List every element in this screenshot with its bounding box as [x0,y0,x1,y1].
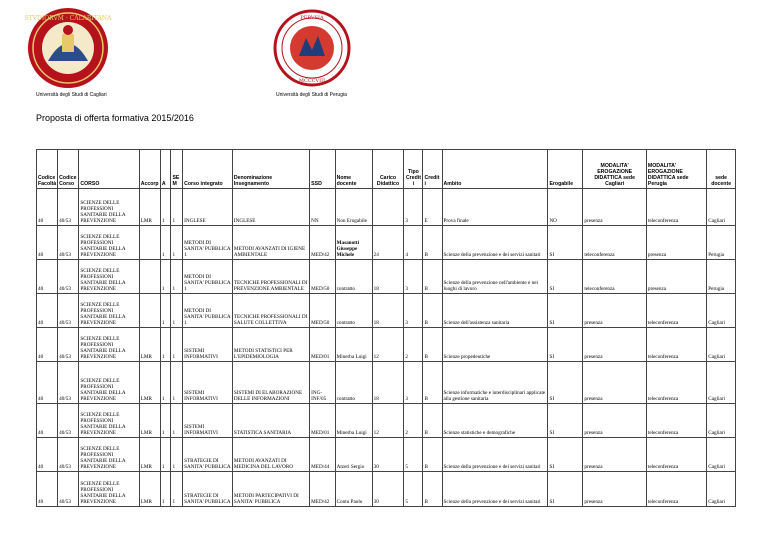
cell-ssd: MED/44 [310,438,335,472]
cell-sem: 1 [171,294,183,328]
cell-ambito: Scienze propedeutiche [442,328,548,362]
cell-accorp: LMR [139,362,160,404]
cell-sem: 1 [171,328,183,362]
cell-ambito: Scienze della prevenzione e dei servizi sanitari [442,438,548,472]
cell-codice-facolta: 40 [37,226,58,260]
table-row [37,472,736,507]
cell-codice-facolta: 40 [37,260,58,294]
cell-insegnamento: METODI AVANZATI DI MEDICINA DEL LAVORO [232,438,309,472]
cell-tipo: B [423,226,442,260]
cell-modalita-cagliari: presenza [583,189,647,226]
cell-ssd: MED/42 [310,472,335,507]
cell-modalita-cagliari: presenza [583,438,647,472]
cell-codice-facolta: 40 [37,438,58,472]
cell-nome-docente: Contu Paolo [335,472,372,507]
table-row [37,438,736,472]
cell-ambito: Scienze della prevenzione e dei servizi sanitari [442,226,548,260]
cell-crediti: 2 [404,404,423,438]
cell-codice-facolta: 40 [37,328,58,362]
offer-table [36,149,736,507]
cell-sede-docente: Cagliari [707,189,736,226]
cell-crediti: 2 [404,328,423,362]
cell-modalita-perugia: teleconferenza [646,189,706,226]
cell-codice-facolta: 40 [37,189,58,226]
table-row [37,226,736,260]
cell-corso: SCIENZE DELLE PROFESSIONI SANITARIE DELLA PREVENZIONE [79,404,139,438]
cell-carico: 18 [372,362,404,404]
cell-a: 1 [160,294,171,328]
cell-sede-docente: Perugia [707,260,736,294]
col-modalita-perugia: MODALITA' EROGAZIONE DIDATTICA sede Perugia [646,150,706,189]
cell-carico: 30 [372,438,404,472]
cell-nome-docente: contratto [335,362,372,404]
cell-nome-docente: contratto [335,260,372,294]
col-accorp: Accorp [139,150,160,189]
cell-insegnamento: TECNICHE PROFESSIONALI DI PREVENZIONE AMBIENTALE [232,260,309,294]
cell-erogabile: SI [548,362,583,404]
cell-tipo: B [423,472,442,507]
cell-codice-corso: 40/53 [58,438,79,472]
cell-erogabile: NO [548,189,583,226]
cell-nome-docente: Atzeri Sergio [335,438,372,472]
cell-modalita-perugia: teleconferenza [646,294,706,328]
cell-corso: SCIENZE DELLE PROFESSIONI SANITARIE DELLA PREVENZIONE [79,438,139,472]
cell-modalita-perugia: teleconferenza [646,438,706,472]
cell-nome-docente: Non Erogabile [335,189,372,226]
cell-sem: 1 [171,438,183,472]
col-nome-docente: Nome docente [335,150,372,189]
cell-modalita-cagliari: presenza [583,328,647,362]
cell-corso-integrato: METODI DI SANITA' PUBBLICA 1 [183,226,233,260]
cell-codice-corso: 40/53 [58,362,79,404]
col-insegnamento: Denominazione Insegnamento [232,150,309,189]
cell-insegnamento: METODI STATISTICI PER L'EPIDEMIOLOGIA [232,328,309,362]
cell-corso-integrato: SISTEMI INFORMATIVI [183,328,233,362]
cell-corso-integrato: STRATEGIE DI SANITA' PUBBLICA [183,472,233,507]
table-row [37,260,736,294]
cell-tipo: B [423,294,442,328]
cell-erogabile: SI [548,226,583,260]
cell-corso-integrato: METODI DI SANITA' PUBBLICA 1 [183,260,233,294]
cell-corso: SCIENZE DELLE PROFESSIONI SANITARIE DELLA PREVENZIONE [79,294,139,328]
logo-right-caption: Università degli Studi di Perugia [276,92,347,98]
col-a: A [160,150,171,189]
col-corso: CORSO [79,150,139,189]
cell-codice-corso: 40/53 [58,404,79,438]
col-tipo-crediti: Tipo Crediti [404,150,423,189]
cell-tipo: B [423,438,442,472]
cell-corso: SCIENZE DELLE PROFESSIONI SANITARIE DELLA PREVENZIONE [79,260,139,294]
cell-a: 1 [160,404,171,438]
col-ambito: Ambito [442,150,548,189]
cell-crediti: 5 [404,438,423,472]
table-row [37,362,736,404]
cell-erogabile: SI [548,328,583,362]
cell-nome-docente: Masanotti Giuseppe Michele [335,226,372,260]
cell-a: 1 [160,362,171,404]
cell-insegnamento: STATISTICA SANITARIA [232,404,309,438]
cell-crediti: 4 [404,226,423,260]
university-cagliari-logo [18,6,118,90]
page-title: Proposta di offerta formativa 2015/2016 [36,113,194,123]
cell-a: 1 [160,438,171,472]
cell-sede-docente: Cagliari [707,438,736,472]
cell-accorp: LMR [139,189,160,226]
cell-accorp: LMR [139,404,160,438]
cell-erogabile: SI [548,472,583,507]
col-erogabile: Erogabile [548,150,583,189]
cell-erogabile: SI [548,438,583,472]
cell-insegnamento: TECNICHE PROFESSIONALI DI SALUTE COLLETTIVA [232,294,309,328]
cell-modalita-perugia: teleconferenza [646,328,706,362]
cell-nome-docente: Minerba Luigi [335,404,372,438]
cell-ambito: Scienze della prevenzione nell'ambiente e nei luoghi di lavoro [442,260,548,294]
cell-ssd: MED/01 [310,328,335,362]
cell-tipo: E [423,189,442,226]
cell-ssd: NN [310,189,335,226]
table-header-row [37,150,736,189]
cell-sede-docente: Cagliari [707,404,736,438]
cell-modalita-perugia: teleconferenza [646,404,706,438]
cell-ssd: ING-INF/05 [310,362,335,404]
cell-a: 1 [160,260,171,294]
cell-corso: SCIENZE DELLE PROFESSIONI SANITARIE DELLA PREVENZIONE [79,328,139,362]
cell-modalita-perugia: presenza [646,260,706,294]
cell-modalita-cagliari: presenza [583,472,647,507]
cell-sem: 1 [171,226,183,260]
table-row [37,294,736,328]
cell-carico: 24 [372,226,404,260]
cell-ssd: MED/50 [310,294,335,328]
cell-ambito: Scienze statistiche e demografiche [442,404,548,438]
cell-accorp [139,260,160,294]
cell-sem: 1 [171,189,183,226]
logo-right-text: PERVSIA [300,15,324,21]
cell-sede-docente: Cagliari [707,362,736,404]
cell-crediti: 3 [404,294,423,328]
cell-accorp [139,294,160,328]
col-codice-facolta: Codice Facoltà [37,150,58,189]
table-row [37,189,736,226]
cell-codice-facolta: 40 [37,404,58,438]
cell-codice-corso: 40/53 [58,260,79,294]
table-row [37,328,736,362]
cell-accorp [139,226,160,260]
cell-modalita-cagliari: presenza [583,362,647,404]
logo-right-year: MCCCVIII [298,78,326,84]
col-sede-docente: sede docente [707,150,736,189]
cell-corso-integrato: STRATEGIE DI SANITA' PUBBLICA [183,438,233,472]
cell-crediti: 5 [404,472,423,507]
cell-tipo: B [423,260,442,294]
cell-modalita-perugia: teleconferenza [646,362,706,404]
cell-tipo: B [423,328,442,362]
cell-ambito: Scienze informatiche e interdisciplinari applicate alla gestione sanitaria [442,362,548,404]
cell-modalita-cagliari: presenza [583,294,647,328]
cell-erogabile: SI [548,260,583,294]
cell-accorp: LMR [139,328,160,362]
cell-carico: 30 [372,472,404,507]
cell-corso: SCIENZE DELLE PROFESSIONI SANITARIE DELLA PREVENZIONE [79,362,139,404]
cell-sem: 1 [171,472,183,507]
cell-a: 1 [160,472,171,507]
cell-corso-integrato: INGLESE [183,189,233,226]
cell-accorp: LMR [139,472,160,507]
cell-a: 1 [160,189,171,226]
cell-sem: 1 [171,260,183,294]
cell-corso: SCIENZE DELLE PROFESSIONI SANITARIE DELLA PREVENZIONE [79,226,139,260]
cell-codice-corso: 40/53 [58,328,79,362]
cell-carico: 12 [372,404,404,438]
cell-sede-docente: Cagliari [707,328,736,362]
cell-ambito: Prova finale [442,189,548,226]
cell-accorp: LMR [139,438,160,472]
cell-sede-docente: Perugia [707,226,736,260]
cell-a: 1 [160,226,171,260]
table-row [37,404,736,438]
cell-crediti: 3 [404,362,423,404]
cell-ssd: MED/42 [310,226,335,260]
cell-sede-docente: Cagliari [707,294,736,328]
cell-crediti: 3 [404,189,423,226]
cell-insegnamento: METODI PARTECIPATIVI DI SANITA' PUBBLICA [232,472,309,507]
cell-carico: 12 [372,328,404,362]
cell-crediti: 3 [404,260,423,294]
cell-codice-corso: 40/53 [58,226,79,260]
cell-ssd: MED/01 [310,404,335,438]
cell-modalita-cagliari: teleconferenza [583,226,647,260]
cell-ssd: MED/50 [310,260,335,294]
col-ssd: SSD [310,150,335,189]
cell-modalita-perugia: teleconferenza [646,472,706,507]
cell-codice-corso: 40/53 [58,189,79,226]
cell-ambito: Scienze della prevenzione e dei servizi sanitari [442,472,548,507]
cell-corso-integrato: SISTEMI INFORMATIVI [183,362,233,404]
cell-tipo: B [423,362,442,404]
cell-corso: SCIENZE DELLE PROFESSIONI SANITARIE DELLA PREVENZIONE [79,472,139,507]
cell-nome-docente: Minerba Luigi [335,328,372,362]
cell-sede-docente: Cagliari [707,472,736,507]
cell-modalita-perugia: presenza [646,226,706,260]
cell-codice-facolta: 40 [37,362,58,404]
cell-nome-docente: contratto [335,294,372,328]
cell-insegnamento: METODI AVANZATI DI IGIENE AMBIENTALE [232,226,309,260]
cell-carico: 18 [372,294,404,328]
cell-a: 1 [160,328,171,362]
cell-sem: 1 [171,362,183,404]
cell-corso-integrato: SISTEMI INFORMATIVI [183,404,233,438]
col-carico-didattico: Carico Didattico [372,150,404,189]
logo-left-text: STVDIORVM · CALARITANA [24,15,112,22]
logo-left-caption: Università degli Studi di Cagliari [36,92,107,98]
cell-modalita-cagliari: presenza [583,404,647,438]
cell-insegnamento: INGLESE [232,189,309,226]
cell-corso: SCIENZE DELLE PROFESSIONI SANITARIE DELLA PREVENZIONE [79,189,139,226]
cell-codice-corso: 40/53 [58,472,79,507]
cell-codice-facolta: 40 [37,294,58,328]
cell-insegnamento: SISTEMI DI ELABORAZIONE DELLE INFORMAZIONI [232,362,309,404]
col-modalita-cagliari: MODALITA' EROGAZIONE DIDATTICA sede Cagliari [583,150,647,189]
cell-modalita-cagliari: teleconferenza [583,260,647,294]
cell-ambito: Scienze dell'assistenza sanitaria [442,294,548,328]
col-sem: SEM [171,150,183,189]
cell-corso-integrato: METODI DI SANITA' PUBBLICA 1 [183,294,233,328]
cell-tipo: B [423,404,442,438]
cell-carico [372,189,404,226]
cell-codice-corso: 40/53 [58,294,79,328]
cell-codice-facolta: 40 [37,472,58,507]
col-corso-integrato: Corso integrato [183,150,233,189]
col-crediti: Crediti [423,150,442,189]
cell-carico: 18 [372,260,404,294]
cell-erogabile: SI [548,294,583,328]
cell-sem: 1 [171,404,183,438]
cell-erogabile: SI [548,404,583,438]
col-codice-corso: Codice Corso [58,150,79,189]
university-perugia-logo [273,6,351,90]
